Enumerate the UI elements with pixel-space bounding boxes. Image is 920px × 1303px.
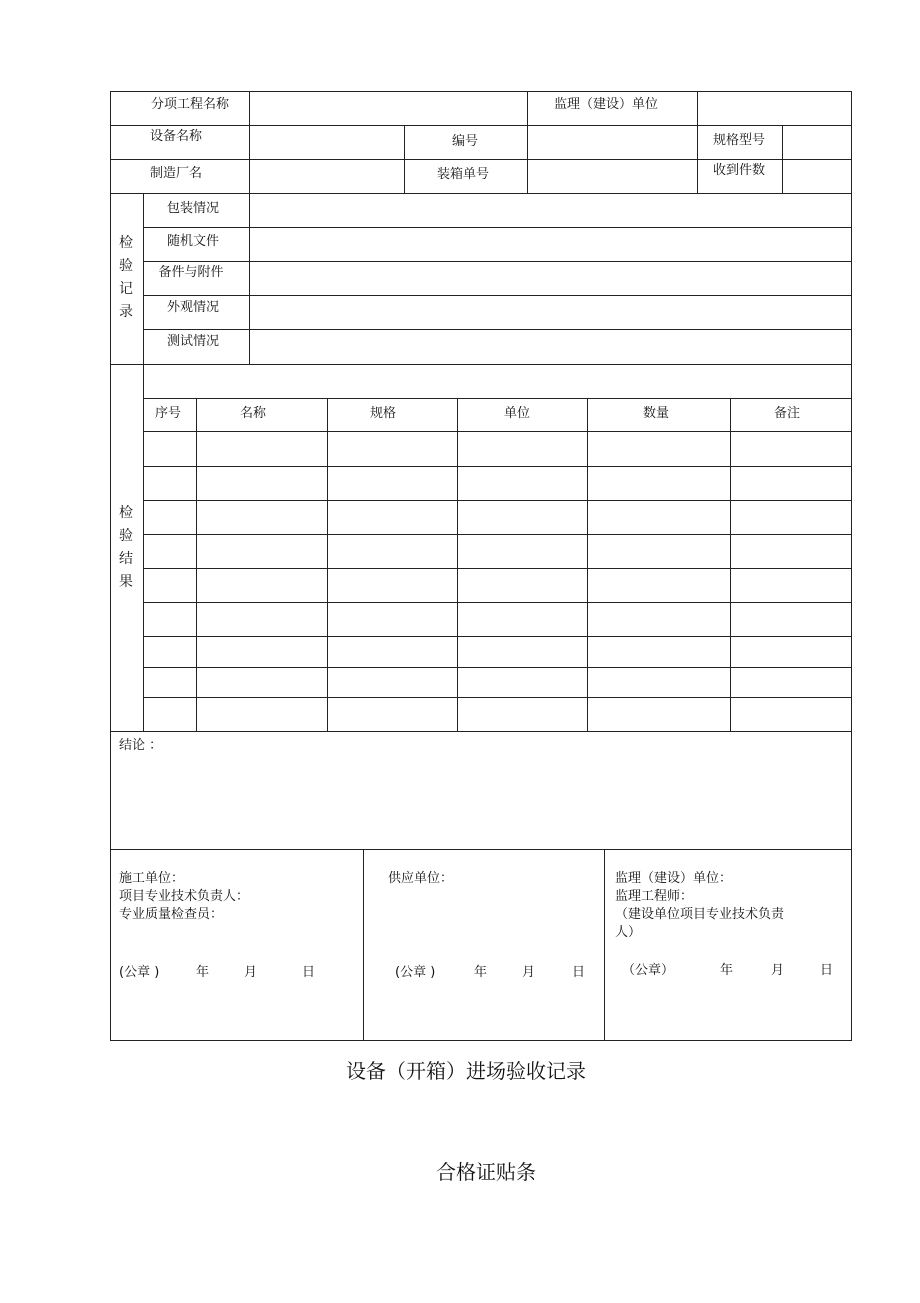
manufacturer-label: 制造厂名 xyxy=(149,166,203,181)
owner-technical-lead-label-cont: 人） xyxy=(615,925,642,940)
received-count-field[interactable] xyxy=(783,160,851,193)
month-label: 月 xyxy=(771,963,785,978)
packaging-condition-field[interactable] xyxy=(250,194,851,227)
column-header-name: 名称 xyxy=(239,406,267,421)
year-label: 年 xyxy=(474,965,488,980)
grid-line xyxy=(363,849,364,1041)
day-label: 日 xyxy=(302,965,316,980)
packing-list-no-label: 装箱单号 xyxy=(436,167,490,182)
seal-label: （公章） xyxy=(622,963,675,978)
supervision-engineer-label: 监理工程师： xyxy=(615,889,694,904)
grid-line xyxy=(110,731,852,732)
column-header-spec: 规格 xyxy=(369,406,397,421)
grid-line xyxy=(196,398,197,731)
day-label: 日 xyxy=(572,965,586,980)
supervision-unit-sign-label: 监理（建设）单位： xyxy=(615,871,733,886)
month-label: 月 xyxy=(244,965,258,980)
grid-line xyxy=(110,364,852,365)
sub-project-name-label: 分项工程名称 xyxy=(150,97,230,112)
supervision-unit-field[interactable] xyxy=(698,92,851,125)
seal-label: (公章 ) xyxy=(395,965,436,980)
accompanying-documents-field[interactable] xyxy=(250,228,851,261)
equipment-name-field[interactable] xyxy=(250,126,404,159)
table-border xyxy=(851,91,852,1041)
grid-line xyxy=(143,534,852,535)
grid-line xyxy=(143,431,852,432)
grid-line xyxy=(143,602,852,603)
grid-line xyxy=(143,466,852,467)
grid-line xyxy=(730,398,731,731)
grid-line xyxy=(110,849,852,850)
technical-lead-label: 项目专业技术负责人： xyxy=(119,889,250,904)
grid-line xyxy=(587,398,588,731)
certificate-label: 合格证贴条 xyxy=(436,1160,536,1184)
sub-project-name-field[interactable] xyxy=(250,92,527,125)
serial-no-label: 编号 xyxy=(451,134,479,149)
grid-line xyxy=(143,568,852,569)
spare-parts-label: 备件与附件 xyxy=(158,265,224,280)
supervision-unit-label: 监理（建设）单位 xyxy=(553,97,659,112)
grid-line xyxy=(143,636,852,637)
appearance-condition-field[interactable] xyxy=(250,296,851,329)
appearance-condition-label: 外观情况 xyxy=(166,300,220,315)
year-label: 年 xyxy=(720,963,734,978)
equipment-name-label: 设备名称 xyxy=(149,129,203,144)
grid-line xyxy=(527,91,528,125)
spare-parts-field[interactable] xyxy=(250,262,851,295)
model-label: 规格型号 xyxy=(712,133,766,148)
supplier-unit-label: 供应单位： xyxy=(388,871,454,886)
grid-line xyxy=(110,159,852,160)
document-title: 设备（开箱）进场验收记录 xyxy=(346,1059,586,1083)
column-header-remarks: 备注 xyxy=(773,406,801,421)
year-label: 年 xyxy=(196,965,210,980)
construction-unit-label: 施工单位： xyxy=(119,871,185,886)
grid-line xyxy=(143,398,852,399)
grid-line xyxy=(604,849,605,1041)
owner-technical-lead-label: （建设单位项目专业技术负责 xyxy=(615,907,785,922)
column-header-unit: 单位 xyxy=(503,406,531,421)
table-border xyxy=(110,91,111,1041)
column-header-quantity: 数量 xyxy=(642,406,670,421)
grid-line xyxy=(457,398,458,731)
month-label: 月 xyxy=(522,965,536,980)
serial-no-field[interactable] xyxy=(528,126,697,159)
test-condition-label: 测试情况 xyxy=(166,334,220,349)
test-condition-field[interactable] xyxy=(250,330,851,364)
quality-inspector-label: 专业质量检查员： xyxy=(119,907,224,922)
grid-line xyxy=(143,697,852,698)
grid-line xyxy=(327,398,328,731)
grid-line xyxy=(143,667,852,668)
conclusion-label: 结论 ： xyxy=(119,738,163,753)
seal-label: (公章 ) xyxy=(119,965,160,980)
manufacturer-field[interactable] xyxy=(250,160,404,193)
model-field[interactable] xyxy=(783,126,851,159)
column-header-seq: 序号 xyxy=(154,406,182,421)
conclusion-field[interactable] xyxy=(111,756,851,848)
packing-list-no-field[interactable] xyxy=(528,160,697,193)
received-count-label: 收到件数 xyxy=(712,163,766,178)
grid-line xyxy=(143,500,852,501)
accompanying-documents-label: 随机文件 xyxy=(166,234,220,249)
grid-line xyxy=(143,193,144,732)
equipment-acceptance-form: 分项工程名称 监理（建设）单位 设备名称 编号 规格型号 制造厂名 装箱单号 收到件数 检 验 记 录 包装情况 随机文件 备件与附件 外观情况 测试情况 检 验 结 果 序号 名称 规格 单位 数量 备注 结论 ： 施工单位： 项目专业技术负责人： 专业质量检查员： (公章 ) 年 月 日 供应单位： (公章 ) 年 月 日 监理（建设）单位： 监理工程师： （建设单位项目专业技术负责 人） （公章） 年 月 日 设备（开箱）进场验收记录 合格证贴条 xyxy=(0,0,920,1303)
grid-line xyxy=(110,125,852,126)
table-border xyxy=(110,1040,852,1041)
grid-line xyxy=(404,125,405,193)
packaging-condition-label: 包装情况 xyxy=(166,201,220,216)
day-label: 日 xyxy=(820,963,834,978)
